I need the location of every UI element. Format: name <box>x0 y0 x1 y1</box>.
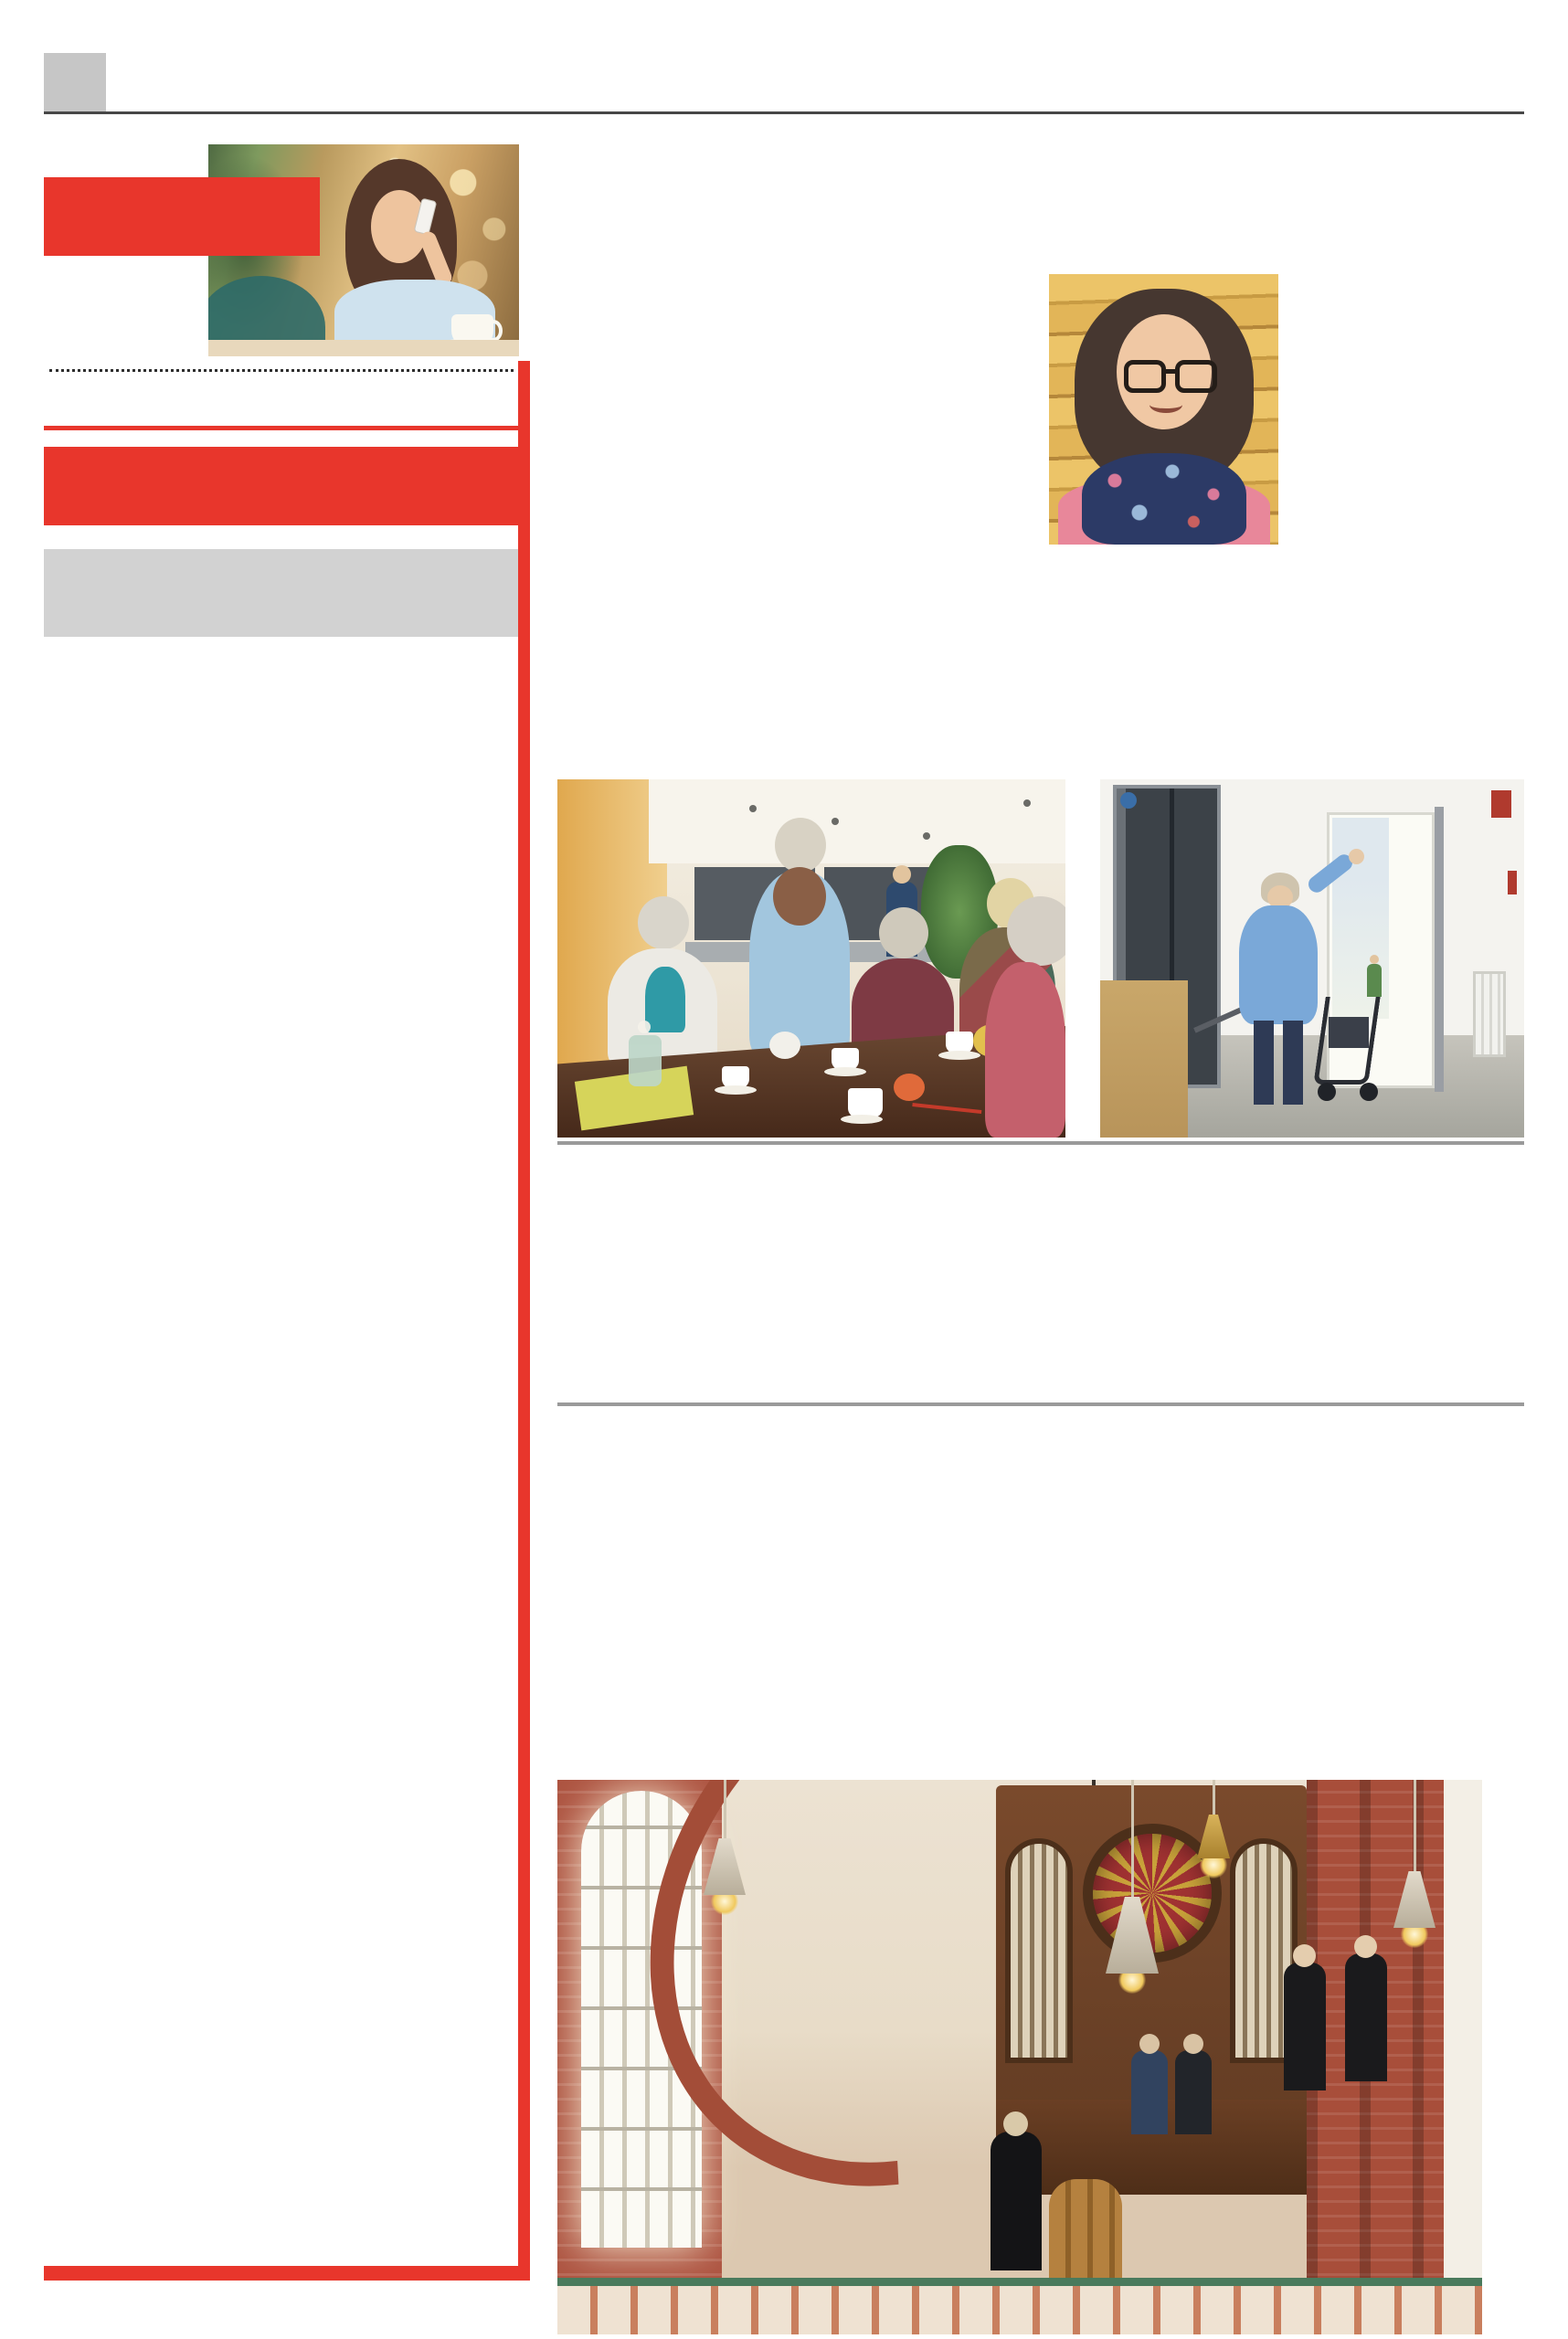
sidebar-red-vertical-bar <box>518 361 530 2281</box>
kerstin-portrait-photo <box>1049 274 1279 545</box>
article2-col2 <box>803 1217 1033 1444</box>
article3-col3 <box>1049 1535 1279 1765</box>
senior5-head <box>1007 896 1065 966</box>
service-buero-box <box>44 549 519 637</box>
senior2-scarf <box>773 867 826 926</box>
yarn-ball-white <box>769 1032 800 1059</box>
wooden-chair-back <box>1049 2179 1122 2281</box>
article1-col1 <box>557 274 788 767</box>
wichtige-rufnummern-box <box>44 177 320 256</box>
coffee-cup <box>722 1066 749 1088</box>
article3-col2 <box>803 1535 1033 1765</box>
glasses-bridge <box>1162 369 1177 374</box>
organist-figure <box>1131 2050 1168 2134</box>
deadline-row <box>44 373 519 376</box>
organ-pipes-left <box>1005 1838 1073 2063</box>
fire-sign <box>1491 790 1511 818</box>
church-choir-photo <box>557 1780 1482 2334</box>
article3-col4 <box>1294 1535 1524 1765</box>
article2-body <box>557 1217 1524 1444</box>
portrait-smile <box>1150 397 1182 413</box>
radiator <box>1473 971 1506 1057</box>
hallway-photo <box>1100 779 1524 1138</box>
rollator-wheel <box>1360 1083 1378 1101</box>
elevator-sign <box>1120 792 1137 809</box>
senior3-head <box>879 907 928 958</box>
senior5-body <box>985 962 1065 1138</box>
senior1-shirt <box>645 967 685 1032</box>
article3-col1 <box>557 1535 788 1765</box>
soloist-figure2 <box>1345 1953 1387 2081</box>
wall-fixture <box>1508 871 1517 894</box>
pendant-lamp <box>704 1780 746 1915</box>
article1-header <box>557 130 1524 134</box>
waving-woman-body <box>1239 905 1318 1024</box>
glasses-right-lens <box>1175 360 1217 393</box>
important-numbers-sidebar <box>44 144 519 664</box>
article2-col3 <box>1049 1217 1279 1444</box>
table-edge <box>208 340 519 356</box>
article1-body <box>557 274 1524 767</box>
coffee-cup <box>946 1032 973 1053</box>
distant-person <box>1367 964 1382 997</box>
rollator-wheel <box>1318 1083 1336 1101</box>
door-frame <box>1435 807 1444 1092</box>
senior2-head <box>775 818 826 873</box>
pendant-lamp-gold <box>1197 1780 1230 1879</box>
glasses-left-lens <box>1124 360 1166 393</box>
gallery-balustrade <box>557 2278 1482 2334</box>
waving-woman-legs <box>1254 1021 1303 1105</box>
ceiling <box>649 779 1065 863</box>
coffee-mug <box>848 1088 883 1117</box>
white-pillar <box>1444 1780 1482 2334</box>
coffee-cup <box>832 1048 859 1070</box>
ceiling-lights <box>749 805 757 812</box>
deadline-block <box>44 373 519 376</box>
tile-wainscot <box>1100 980 1188 1138</box>
sidebar-promo <box>44 144 519 420</box>
article1-photo-row <box>557 779 1524 1138</box>
sozialzentrum-ad <box>44 447 519 525</box>
dot-leader <box>49 369 514 372</box>
header-rule <box>44 111 1524 114</box>
portrait-scarf <box>1082 453 1246 545</box>
section-rule1 <box>557 1141 1524 1145</box>
pendant-lamp <box>1393 1780 1436 1948</box>
yarn-ball-orange <box>894 1074 925 1101</box>
sidebar-red-bottom-bar <box>44 2266 530 2281</box>
article1-col4 <box>1294 274 1524 767</box>
rollator-bag <box>1329 1017 1369 1048</box>
pendant-lamp <box>1106 1780 1159 1994</box>
red-divider <box>44 426 519 430</box>
conductor-figure <box>991 2132 1042 2270</box>
article3-body <box>557 1535 1524 1765</box>
community-room-photo <box>557 779 1065 1138</box>
article1-col3 <box>1049 274 1279 767</box>
organist-figure2 <box>1175 2050 1212 2134</box>
article1-col2 <box>803 274 1033 767</box>
waving-hand <box>1349 849 1364 864</box>
article2-col4 <box>1294 1217 1524 1444</box>
article2-col1 <box>557 1217 788 1444</box>
soloist-figure <box>1284 1963 1326 2090</box>
senior1-head <box>638 896 689 949</box>
section-rule2 <box>557 1402 1524 1406</box>
page-number-box <box>44 53 106 113</box>
glass-vase <box>629 1035 662 1086</box>
